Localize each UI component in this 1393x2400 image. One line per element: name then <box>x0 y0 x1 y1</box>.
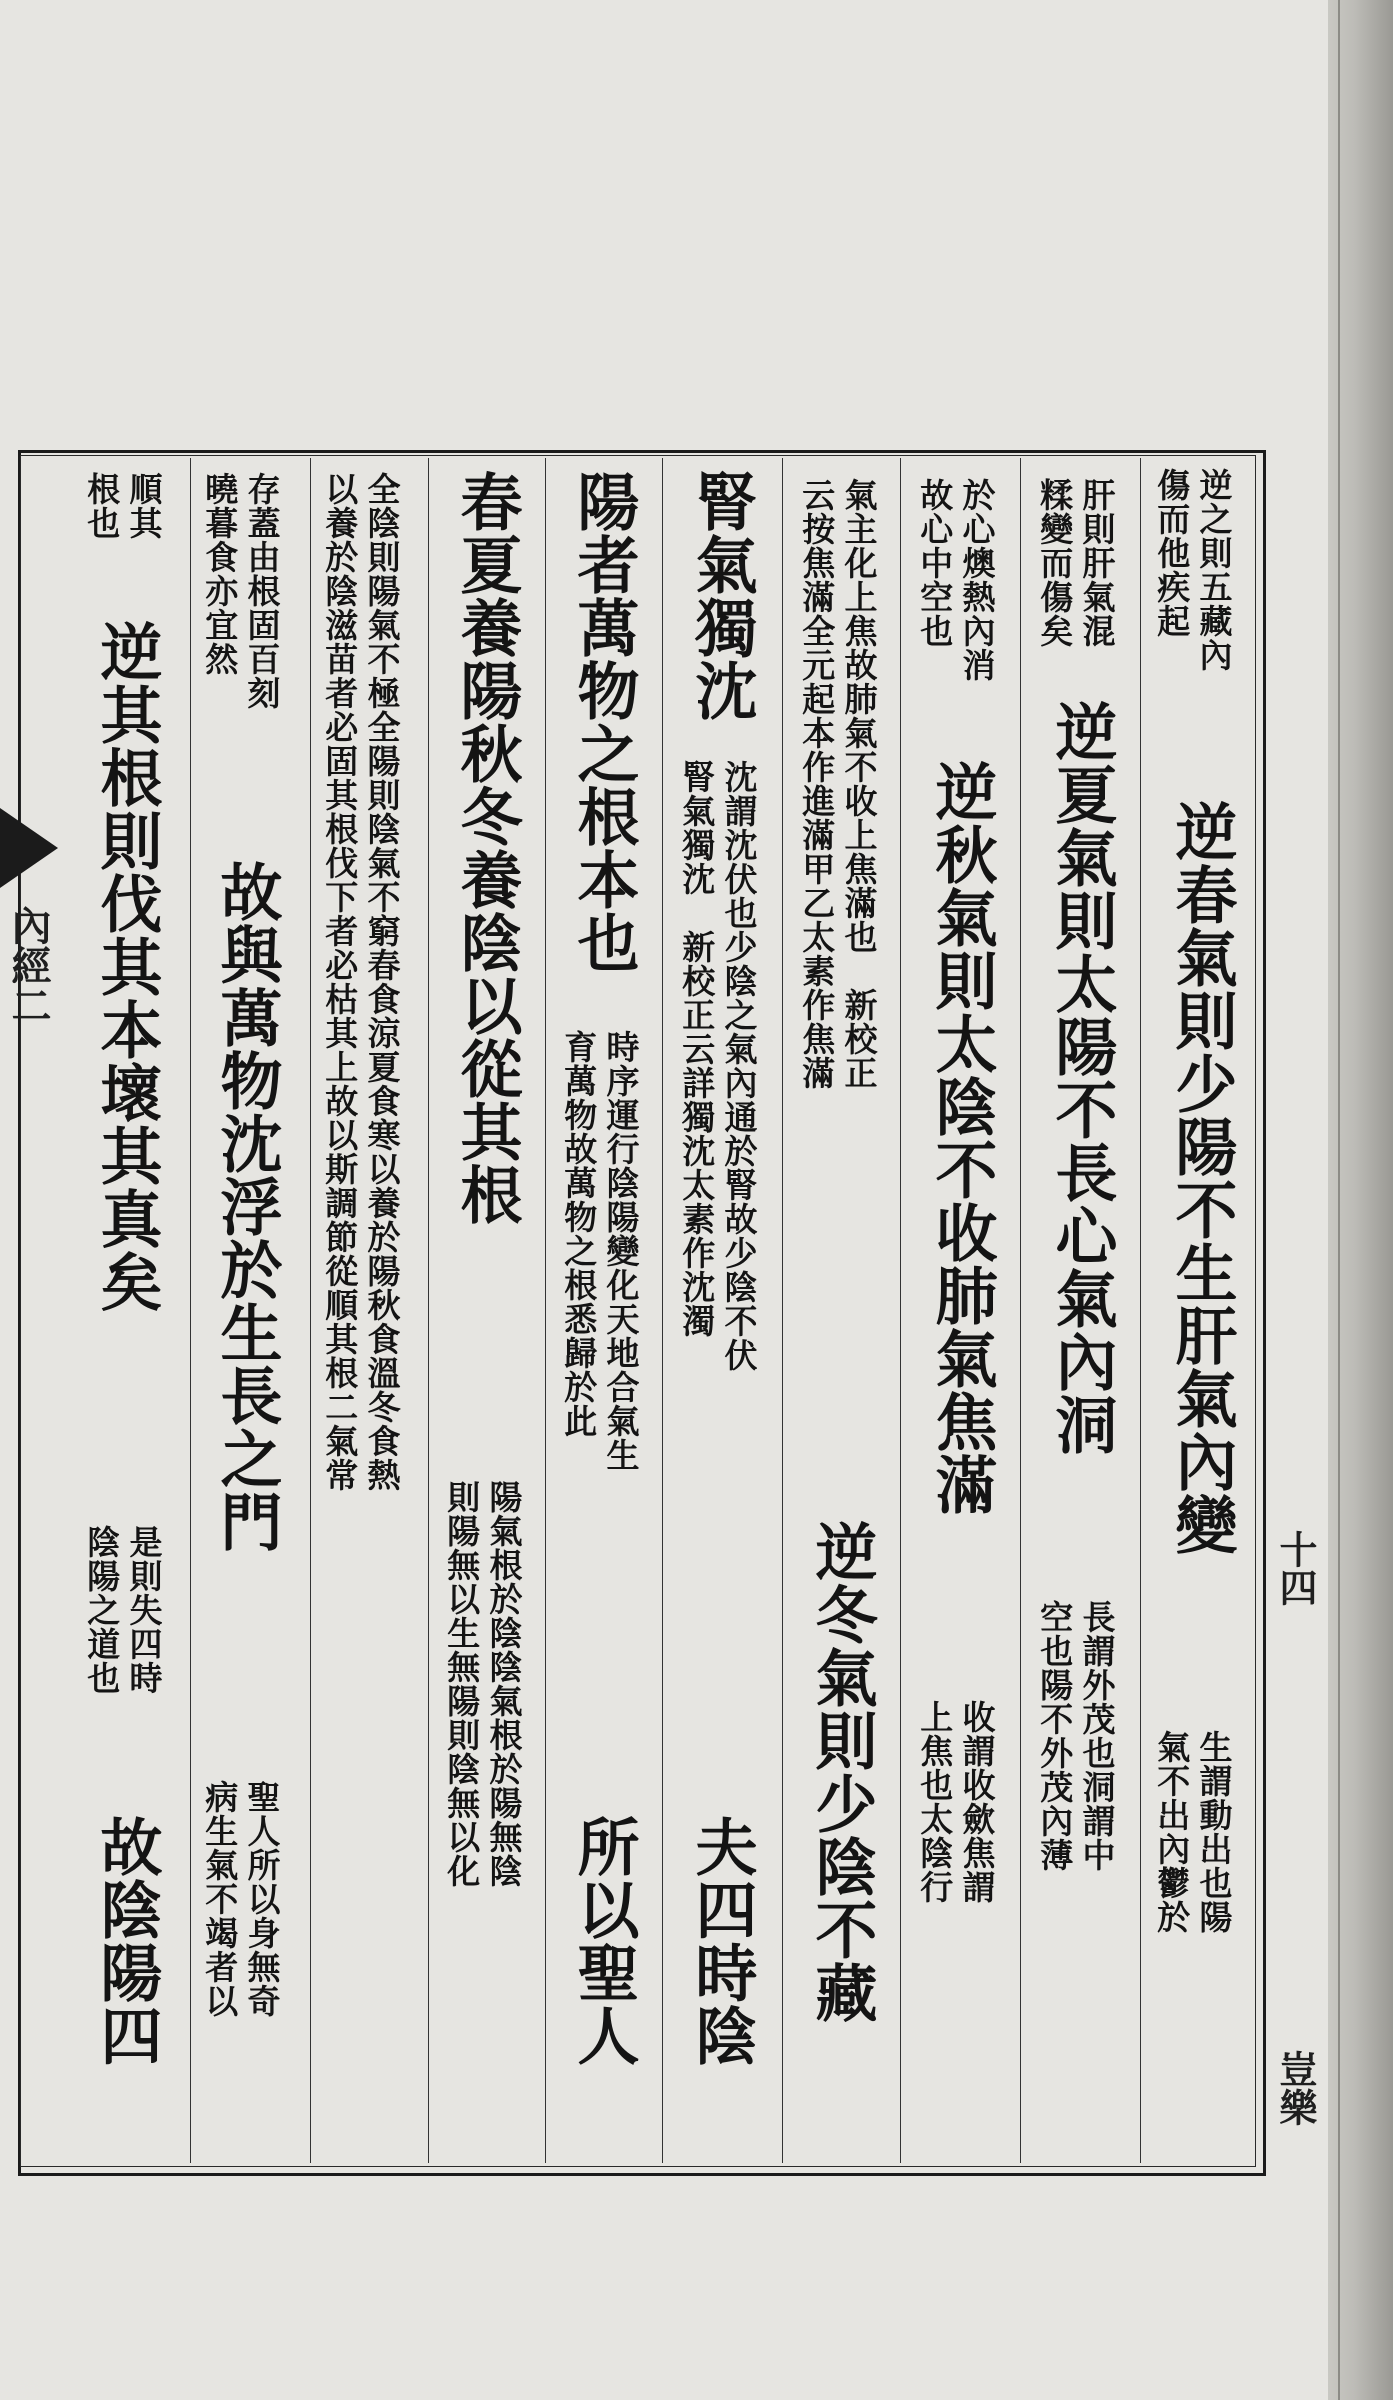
note-line: 病生氣不竭者以 <box>200 1780 240 2018</box>
note-line: 順其 <box>124 472 164 540</box>
note-line: 是則失四時 <box>124 1525 164 1695</box>
main-text-tail: 故陰陽四 <box>90 1815 163 2067</box>
column-rule <box>900 458 901 2163</box>
column-rule <box>782 458 783 2163</box>
main-text: 逆秋氣則太陰不收肺氣焦滿 <box>925 760 998 1516</box>
margin-title: 內經二 <box>5 905 52 1025</box>
main-text: 夫四時陰 <box>685 1815 758 2067</box>
note-line: 則陽無以生無陽則陰無以化 <box>442 1480 482 1888</box>
column-rule <box>662 458 663 2163</box>
margin-mark: 豈樂 <box>1273 2050 1318 2126</box>
note-line: 逆之則五藏內 <box>1194 468 1234 672</box>
note-line: 時序運行陰陽變化天地合氣生 <box>601 1030 641 1472</box>
note-line: 沈謂沈伏也少陰之氣內通於腎故少陰不伏 <box>719 760 759 1372</box>
note-line: 收謂收歛焦謂 <box>957 1700 997 1904</box>
note-line: 糅變而傷矣 <box>1035 478 1075 648</box>
note-line: 全陰則陽氣不極全陽則陰氣不窮春食涼夏食寒以養於陽秋食溫冬食熱 <box>362 472 402 1492</box>
note-line: 於心燠熱內消 <box>957 478 997 682</box>
main-text-lead: 陽者萬物之根本也 <box>567 470 640 974</box>
note-line: 育萬物故萬物之根悉歸於此 <box>559 1030 599 1438</box>
note-line: 上焦也太陰行 <box>915 1700 955 1904</box>
note-line: 聖人所以身無奇 <box>242 1780 282 2018</box>
note-line: 以養於陰滋苗者必固其根伐下者必枯其上故以斯調節從順其根二氣常 <box>320 472 360 1492</box>
note-line: 肝則肝氣混 <box>1077 478 1117 648</box>
note-line: 陰陽之道也 <box>82 1525 122 1695</box>
note-line: 存蓋由根固百刻 <box>242 472 282 710</box>
note-line: 氣主化上焦故肺氣不收上焦滿也 新校正 <box>839 478 879 1090</box>
note-line: 空也陽不外茂內薄 <box>1035 1600 1075 1872</box>
note-line: 根也 <box>82 472 122 540</box>
note-line: 長謂外茂也洞謂中 <box>1077 1600 1117 1872</box>
column-rule <box>545 458 546 2163</box>
column-rule <box>428 458 429 2163</box>
main-text: 逆冬氣則少陰不藏 <box>805 1520 878 2024</box>
note-line: 陽氣根於陰陰氣根於陽無陰 <box>484 1480 524 1888</box>
column-rule <box>190 458 191 2163</box>
note-line: 腎氣獨沈 新校正云詳獨沈太素作沈濁 <box>677 760 717 1338</box>
main-text-lead: 春夏養陽秋冬養陰以從其根 <box>450 470 523 1226</box>
main-text: 所以聖人 <box>567 1815 640 2067</box>
main-text: 逆夏氣則太陽不長心氣內洞 <box>1045 700 1118 1456</box>
note-line: 故心中空也 <box>915 478 955 648</box>
note-line: 曉暮食亦宜然 <box>200 472 240 676</box>
note-line: 生謂動出也陽 <box>1194 1730 1234 1934</box>
column-rule <box>1020 458 1021 2163</box>
column-rule <box>310 458 311 2163</box>
folio-number: 十四 <box>1273 1530 1318 1606</box>
fishtail-mark-icon <box>0 808 58 888</box>
main-text: 逆春氣則少陽不生肝氣內變 <box>1165 800 1238 1556</box>
book-spine-edge <box>1328 0 1393 2400</box>
note-line: 氣不出內鬱於 <box>1152 1730 1192 1934</box>
main-text-lead: 腎氣獨沈 <box>685 470 758 722</box>
main-text: 故與萬物沈浮於生長之門 <box>210 860 283 1553</box>
column-rule <box>1140 458 1141 2163</box>
note-line: 傷而他疾起 <box>1152 468 1192 638</box>
note-line: 云按焦滿全元起本作進滿甲乙太素作焦滿 <box>797 478 837 1090</box>
main-text: 逆其根則伐其本壞其真矣 <box>90 620 163 1313</box>
